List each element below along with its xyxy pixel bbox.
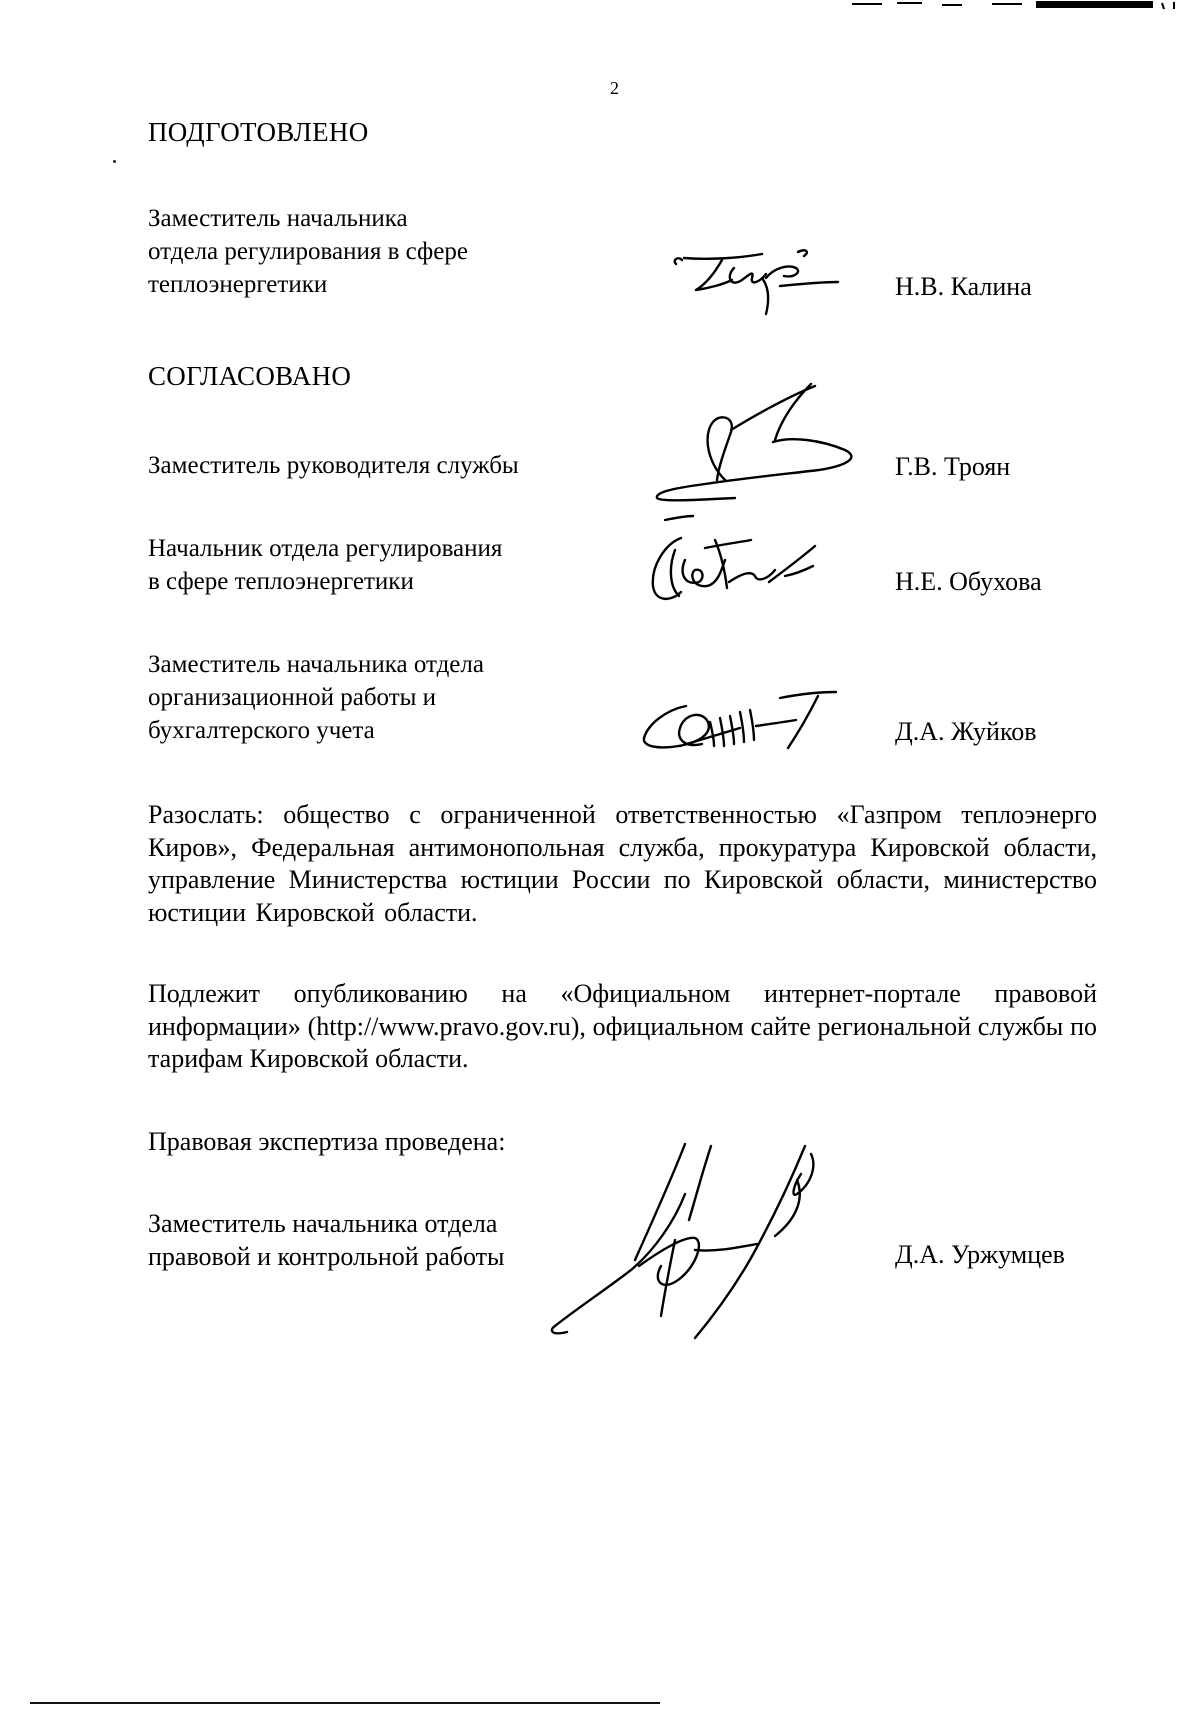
distribution-paragraph: Разослать: общество с ограниченной ответственностью «Газпром теплоэнерго Киров», Федеральная антимонопольная служба, прокуратура Кировской области, управление Министерства юстиции России по Кировской области, министерство юстиции Кировской области.: [148, 800, 1097, 927]
signature-obukhova: [645, 530, 825, 610]
prepared-heading: ПОДГОТОВЛЕНО: [148, 117, 369, 147]
role-line: Начальник отдела регулирования: [148, 535, 503, 562]
signature-urzhumtsev: [535, 1140, 855, 1340]
publication-paragraph: Подлежит опубликованию на «Официальном интернет-портале правовой информации» (http://www.pravo.gov.ru), официальном сайте региональной службы по тарифам Кировской области.: [148, 979, 1097, 1073]
signature-zhuykov: [640, 688, 840, 758]
role-line: Заместитель начальника: [148, 205, 408, 232]
role-line: организационной работы и: [148, 684, 437, 711]
agreed-role-1: [148, 449, 519, 482]
signature-troyan: [635, 380, 885, 530]
role-line: правовой и контрольной работы: [148, 1242, 505, 1271]
agreed-heading: СОГЛАСОВАНО: [148, 361, 352, 391]
role-line: теплоэнергетики: [148, 271, 328, 298]
role-line: бухгалтерского учета: [148, 717, 375, 744]
footer-rule: [30, 1702, 660, 1704]
signer-name: Н.В. Калина: [895, 272, 1032, 301]
agreed-role-3: [148, 648, 484, 747]
prepared-role: [148, 202, 468, 301]
page-number: 2: [610, 78, 619, 98]
role-line: Заместитель начальника отдела: [148, 651, 484, 678]
role-line: Заместитель начальника отдела: [148, 1209, 498, 1238]
signer-name: Г.В. Троян: [895, 452, 1011, 481]
signer-name: Д.А. Жуйков: [895, 717, 1037, 746]
scan-artifact: [852, 0, 1182, 10]
role-line: в сфере теплоэнергетики: [148, 568, 414, 595]
legal-expertise-label: Правовая экспертиза проведена:: [148, 1127, 506, 1156]
signer-name: Д.А. Уржумцев: [895, 1240, 1065, 1269]
legal-expertise-role: [148, 1207, 504, 1273]
signature-kalina: [670, 248, 840, 318]
agreed-role-2: [148, 532, 502, 598]
role-line: отдела регулирования в сфере: [148, 238, 468, 265]
role-line: Заместитель руководителя службы: [148, 452, 519, 479]
scan-speck: [113, 160, 116, 163]
signer-name: Н.Е. Обухова: [895, 567, 1042, 596]
